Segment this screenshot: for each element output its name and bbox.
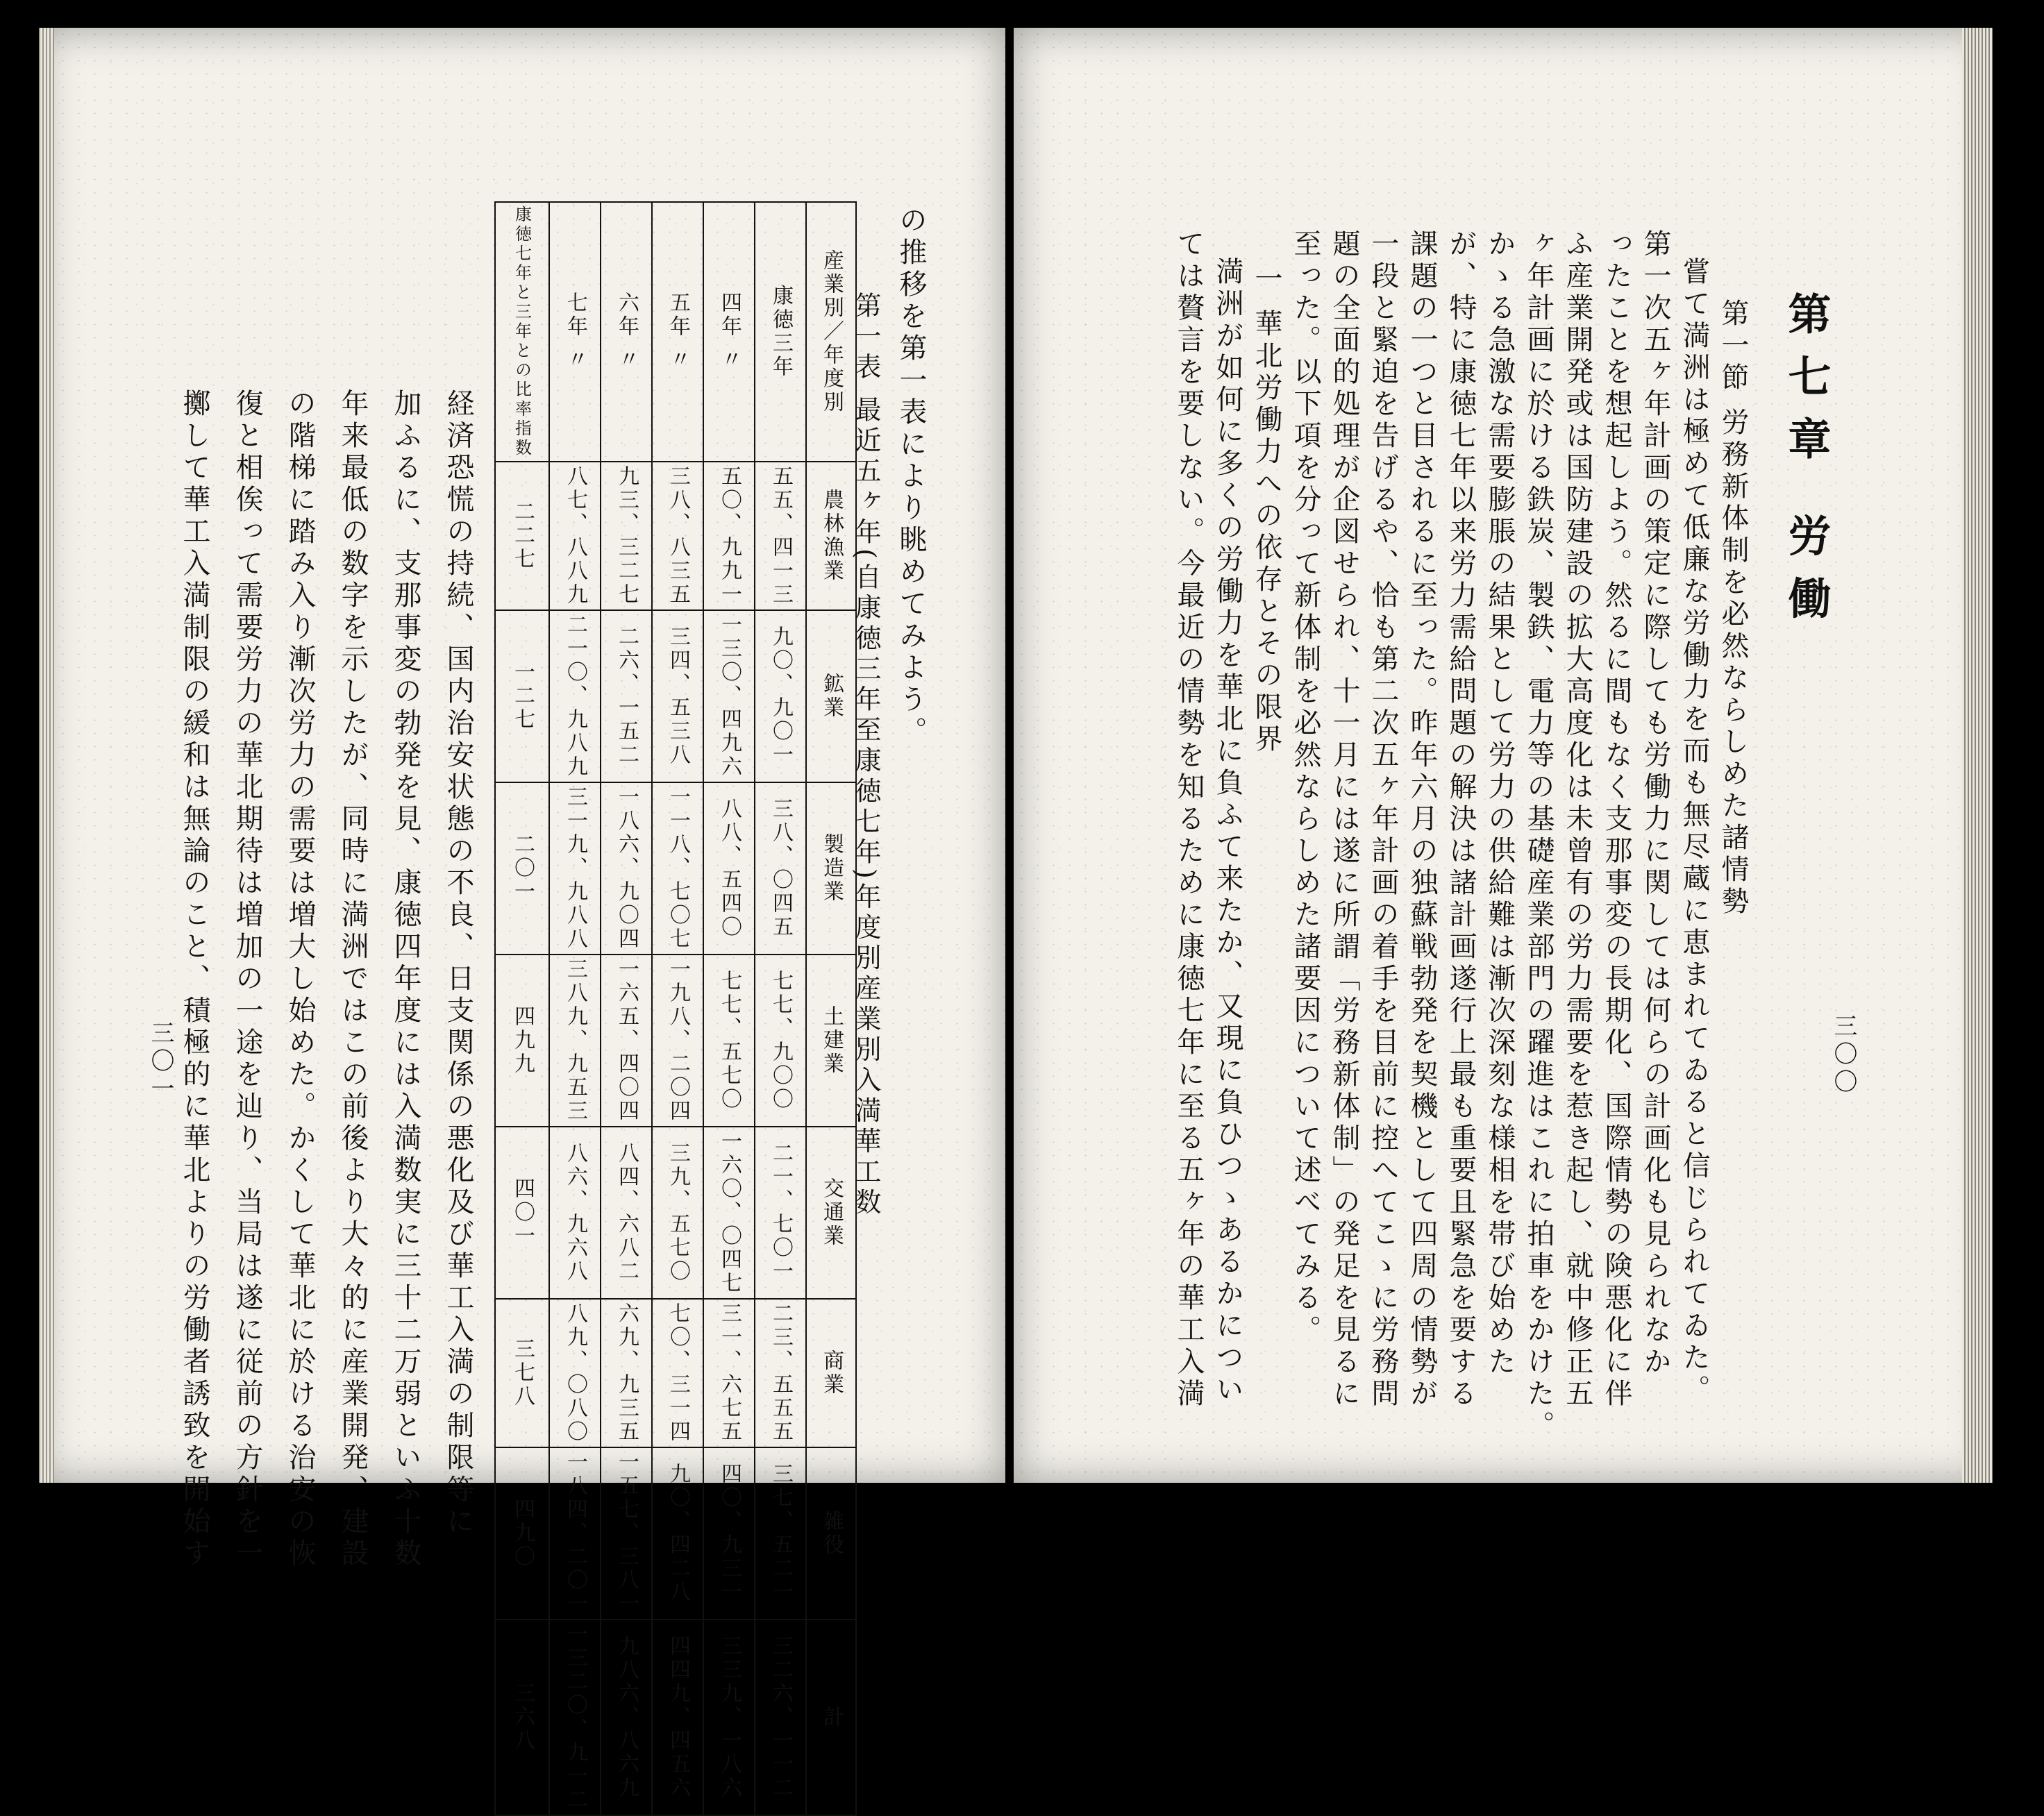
table-cell: 二一、七〇一 — [755, 1127, 806, 1299]
row-label: 康徳三年 — [755, 202, 806, 462]
table-cell: 一六〇、〇四七 — [703, 1127, 755, 1299]
intro-column: の推移を第一表により眺めてみよう。 — [895, 205, 927, 748]
column-header: 交通業 — [806, 1127, 856, 1299]
text-column: かゝる急激な需要膨脹の結果として労力の供給難は漸次深刻な様相を帯び始めた — [1484, 229, 1516, 1379]
table-cell: 三七、五二一 — [755, 1447, 806, 1620]
table-cell: 一九八、二〇四 — [652, 955, 703, 1127]
table-cell: 一三〇、四九六 — [703, 610, 755, 782]
text-column: 一段と緊迫を告げるや、恰も第二次五ヶ年計画の着手を目前に控へてこゝに労務問 — [1367, 229, 1399, 1411]
text-column: 擲して華工入満制限の緩和は無論のこと、積極的に華北よりの労働者誘致を開始す — [178, 389, 210, 1570]
table-cell: 四九〇 — [495, 1447, 549, 1620]
table-cell: 九三、三二七 — [601, 462, 652, 610]
table-cell: 三二六、一一二 — [755, 1620, 806, 1815]
subsection-heading: 一 華北労働力への依存とその限界 — [1250, 264, 1282, 756]
table-cell: 四〇、九三一 — [703, 1447, 755, 1620]
row-label: 康徳七年と三年との比率指数 — [495, 202, 549, 462]
table-cell: 八七、八八九 — [549, 462, 601, 610]
table-cell: 九〇、九〇一 — [755, 610, 806, 782]
table-cell: 三七八 — [495, 1299, 549, 1447]
text-column: の階梯に踏み入り漸次労力の需要は増大し始めた。かくして華北に於ける治安の恢 — [284, 389, 316, 1570]
table-cell: 五〇、九九一 — [703, 462, 755, 610]
table-cell: 一一八、七〇七 — [652, 782, 703, 955]
table-cell: 一五七、三八一 — [601, 1447, 652, 1620]
corner-top-label: 産業別 — [819, 249, 844, 320]
table-cell: 一八四、二〇一 — [549, 1447, 601, 1620]
text-column: 年来最低の数字を示したが、同時に満洲ではこの前後より大々的に産業開発、建設 — [337, 389, 369, 1570]
table-cell: 八八、五四〇 — [703, 782, 755, 955]
text-column: 満洲が如何に多くの労働力を華北に負ふて来たか、又現に負ひつゝあるかについ — [1212, 257, 1243, 1406]
table-cell: 七七、五七〇 — [703, 955, 755, 1127]
table-cell: 三一九、九八八 — [549, 782, 601, 955]
text-column: 至った。以下項を分って新体制を必然ならしめた諸要因について述べてみる。 — [1289, 229, 1321, 1347]
data-table — [494, 201, 857, 1816]
corner-bottom-label: 年度別 — [819, 344, 844, 414]
text-column: 復と相俟って需要労力の華北期待は増加の一途を辿り、当局は遂に従前の方針を一 — [231, 389, 263, 1570]
table-cell: 七〇、三一四 — [652, 1299, 703, 1447]
table-cell: 四四九、四五六 — [652, 1620, 703, 1815]
row-label: 〃 四年 — [703, 202, 755, 462]
table-cell: 一二七 — [495, 610, 549, 782]
table-cell: 三四、五三八 — [652, 610, 703, 782]
table-cell: 三一、六七五 — [703, 1299, 755, 1447]
column-header: 商業 — [806, 1299, 856, 1447]
table-corner-cell: 産業別／年度別 — [806, 202, 856, 462]
page-number: 三〇〇 — [1829, 1014, 1857, 1097]
page-edge — [39, 28, 54, 1483]
table-cell: 三三九、一八六 — [703, 1620, 755, 1815]
column-header: 農林漁業 — [806, 462, 856, 610]
table-cell: 二二七 — [495, 462, 549, 610]
text-column: 加ふるに、支那事変の勃発を見、康徳四年度には入満数実に三十二万弱といふ十数 — [389, 389, 421, 1570]
row-label: 〃 七年 — [549, 202, 601, 462]
column-header: 製造業 — [806, 782, 856, 955]
table-cell: 九八六、八六九 — [601, 1620, 652, 1815]
table-cell: 三九、五七〇 — [652, 1127, 703, 1299]
table-cell: 五五、四一三 — [755, 462, 806, 610]
table-cell: 二三、五五五 — [755, 1299, 806, 1447]
column-header: 土建業 — [806, 955, 856, 1127]
section-title: 第一節 労務新体制を必然ならしめた諸情勢 — [1717, 299, 1749, 918]
table-cell: 九〇、四二八 — [652, 1447, 703, 1620]
column-header: 計 — [806, 1620, 856, 1815]
text-column: ヶ年計画に於ける鉄炭、製鉄、電力等の基礎産業部門の躍進はこれに拍車をかけた。 — [1523, 229, 1555, 1443]
row-label: 〃 五年 — [652, 202, 703, 462]
table-cell: 一六五、四〇四 — [601, 955, 652, 1127]
text-column: 題の全面的処理が企図せられ、十一月には遂に所謂「労務新体制」の発足を見るに — [1328, 229, 1360, 1411]
table-cell: 二〇一 — [495, 782, 549, 955]
text-column: 嘗て満洲は極めて低廉な労働力を而も無尽蔵に恵まれてゐると信じられてゐた。 — [1678, 257, 1710, 1406]
table-cell: 四〇一 — [495, 1127, 549, 1299]
right-page — [1014, 28, 1993, 1483]
table-cell: 一八六、九〇四 — [601, 782, 652, 955]
page-number: 三〇一 — [146, 1020, 174, 1104]
book-gutter — [1005, 28, 1014, 1483]
table-cell: 二一〇、九八九 — [549, 610, 601, 782]
table-cell: 三八、八三五 — [652, 462, 703, 610]
row-label: 〃 六年 — [601, 202, 652, 462]
column-header: 鉱業 — [806, 610, 856, 782]
table-cell: 二六、一五二 — [601, 610, 652, 782]
text-column: 第一次五ヶ年計画の策定に際しても労働力に関しては何らの計画化も見られなか — [1639, 229, 1671, 1379]
table-cell: 三八、〇四五 — [755, 782, 806, 955]
text-column: が、特に康徳七年以来労力需給問題の解決は諸計画遂行上最も重要且緊急を要する — [1445, 229, 1477, 1411]
chapter-title: 第七章 労働 — [1781, 292, 1832, 639]
page-edge — [1962, 28, 1993, 1483]
text-column: 経済恐慌の持続、国内治安状態の不良、日支関係の悪化及び華工入満の制限等に — [442, 389, 474, 1538]
table-cell: 六九、九三五 — [601, 1299, 652, 1447]
text-column: 課題の一つと目されるに至った。昨年六月の独蘇戦勃発を契機として四周の情勢が — [1406, 229, 1438, 1411]
table-cell: 八六、九六八 — [549, 1127, 601, 1299]
table-cell: 一三二〇、九一二 — [549, 1620, 601, 1815]
table-cell: 八四、六八二 — [601, 1127, 652, 1299]
text-column: ては贅言を要しない。今最近の情勢を知るために康徳七年に至る五ヶ年の華工入満 — [1173, 229, 1205, 1411]
table-caption: 第一表 最近五ヶ年(自康徳三年至康徳七年)年度別産業別入満華工数 — [851, 292, 881, 1219]
table-cell: 三六八 — [495, 1620, 549, 1815]
text-column: ふ産業開発或は国防建設の拡大高度化は未曾有の労力需要を惹き起し、就中修正五 — [1561, 229, 1593, 1411]
table-cell: 四九九 — [495, 955, 549, 1127]
left-page — [39, 28, 1005, 1812]
table-cell: 八九、〇八〇 — [549, 1299, 601, 1447]
table-cell: 七七、九〇〇 — [755, 955, 806, 1127]
table-cell: 三八九、九五三 — [549, 955, 601, 1127]
column-header: 雑役 — [806, 1447, 856, 1620]
text-column: ったことを想起しよう。然るに間もなく支那事変の長期化、国際情勢の険悪化に伴 — [1600, 229, 1632, 1411]
